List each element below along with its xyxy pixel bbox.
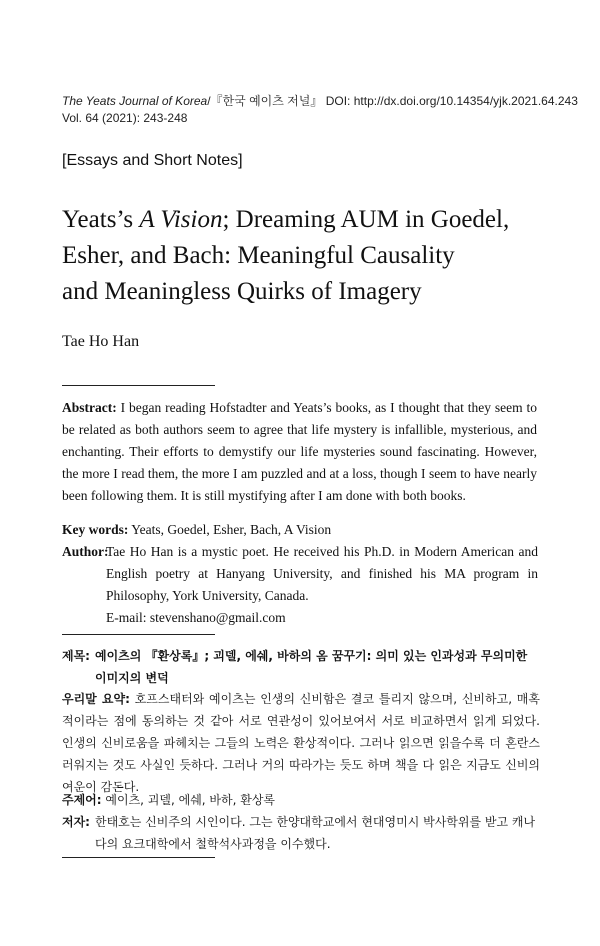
korean-title-text: 예이츠의 『환상록』; 괴델, 에쉐, 바하의 옴 꿈꾸기: 의미 있는 인과성과 무의미한 이미지의 변덕 [95,649,528,685]
korean-keywords-label: 주제어: [62,793,102,807]
korean-author-text: 한태호는 신비주의 시인이다. 그는 한양대학교에서 현대영미시 박사학위를 받고 캐나다의 요크대학에서 철학석사과정을 이수했다. [95,815,536,851]
journal-korean-name: /『한국 예이츠 저널』 [207,94,323,108]
journal-volume: Vol. 64 (2021): 243-248 [62,111,188,125]
title-part-2: ; Dreaming AUM in Goedel, [222,206,510,233]
author-email[interactable]: E-mail: stevenshano@gmail.com [106,610,286,625]
korean-author-label: 저자: [62,815,90,829]
korean-summary [62,688,540,798]
korean-keywords [62,789,275,811]
korean-keywords-text: 예이츠, 괴델, 에쉐, 바하, 환상록 [101,793,276,807]
author-name: Tae Ho Han [62,333,140,350]
divider-rule [62,857,215,858]
divider-rule [62,385,215,386]
section-label: [Essays and Short Notes] [62,152,243,169]
korean-summary-label: 우리말 요약: [62,692,130,706]
korean-author [62,811,540,855]
title-line-1 [62,202,562,238]
abstract-text: I began reading Hofstadter and Yeats’s books, as I thought that they seem to be related as both authors seem to agree that life mystery is infallible, mysterious, and enchanting. Their efforts to demystify our life mysteries sound fascinating. However, the more I read them, the more I am puzzled and at a loss, though I seem to have nearly been following them. It is still mystifying after I am done with both books. [62,400,537,503]
title-line-2: Esher, and Bach: Meaningful Causality [62,242,455,269]
korean-title [62,645,540,689]
author-info-body [106,541,538,629]
journal-citation-line [62,93,578,110]
journal-header [62,93,578,127]
title-line-3: and Meaningless Quirks of Imagery [62,278,422,305]
keywords-text: Yeats, Goedel, Esher, Bach, A Vision [128,522,332,537]
article-title [62,202,562,310]
author-info-text: Tae Ho Han is a mystic poet. He received his Ph.D. in Modern American and English poetry at Hanyang University, and finished his MA program in Philosophy, York University, Canada. [106,544,538,603]
author-info [62,541,538,629]
journal-name: The Yeats Journal of Korea [62,94,208,108]
title-part-1: Yeats’s [62,206,140,233]
title-italic: A Vision [139,206,223,233]
journal-doi[interactable]: DOI: http://dx.doi.org/10.14354/yjk.2021.64.243 [325,94,578,108]
korean-summary-text: 호프스태터와 예이츠는 인생의 신비함은 결코 틀리지 않으며, 신비하고, 매혹적이라는 점에 동의하는 것 같아 서로 연관성이 있어보여서 서로 비교하면서 읽게 되었다. 인생의 신비로움을 파헤치는 그들의 노력은 환상적이다. 그러나 읽으면 읽을수록 더 혼란스러워지는 것도 사실인 듯하다. 그러나 거의 따라가는 듯도 하며 책을 다 읽은 지금도 신비의 여운이 감돈다. [62,692,540,794]
abstract-label: Abstract: [62,400,117,415]
keywords [62,519,331,541]
divider-rule [62,634,215,635]
abstract [62,397,537,507]
author-info-label: Author: [62,544,109,559]
korean-title-label: 제목: [62,649,90,663]
keywords-label: Key words: [62,522,129,537]
